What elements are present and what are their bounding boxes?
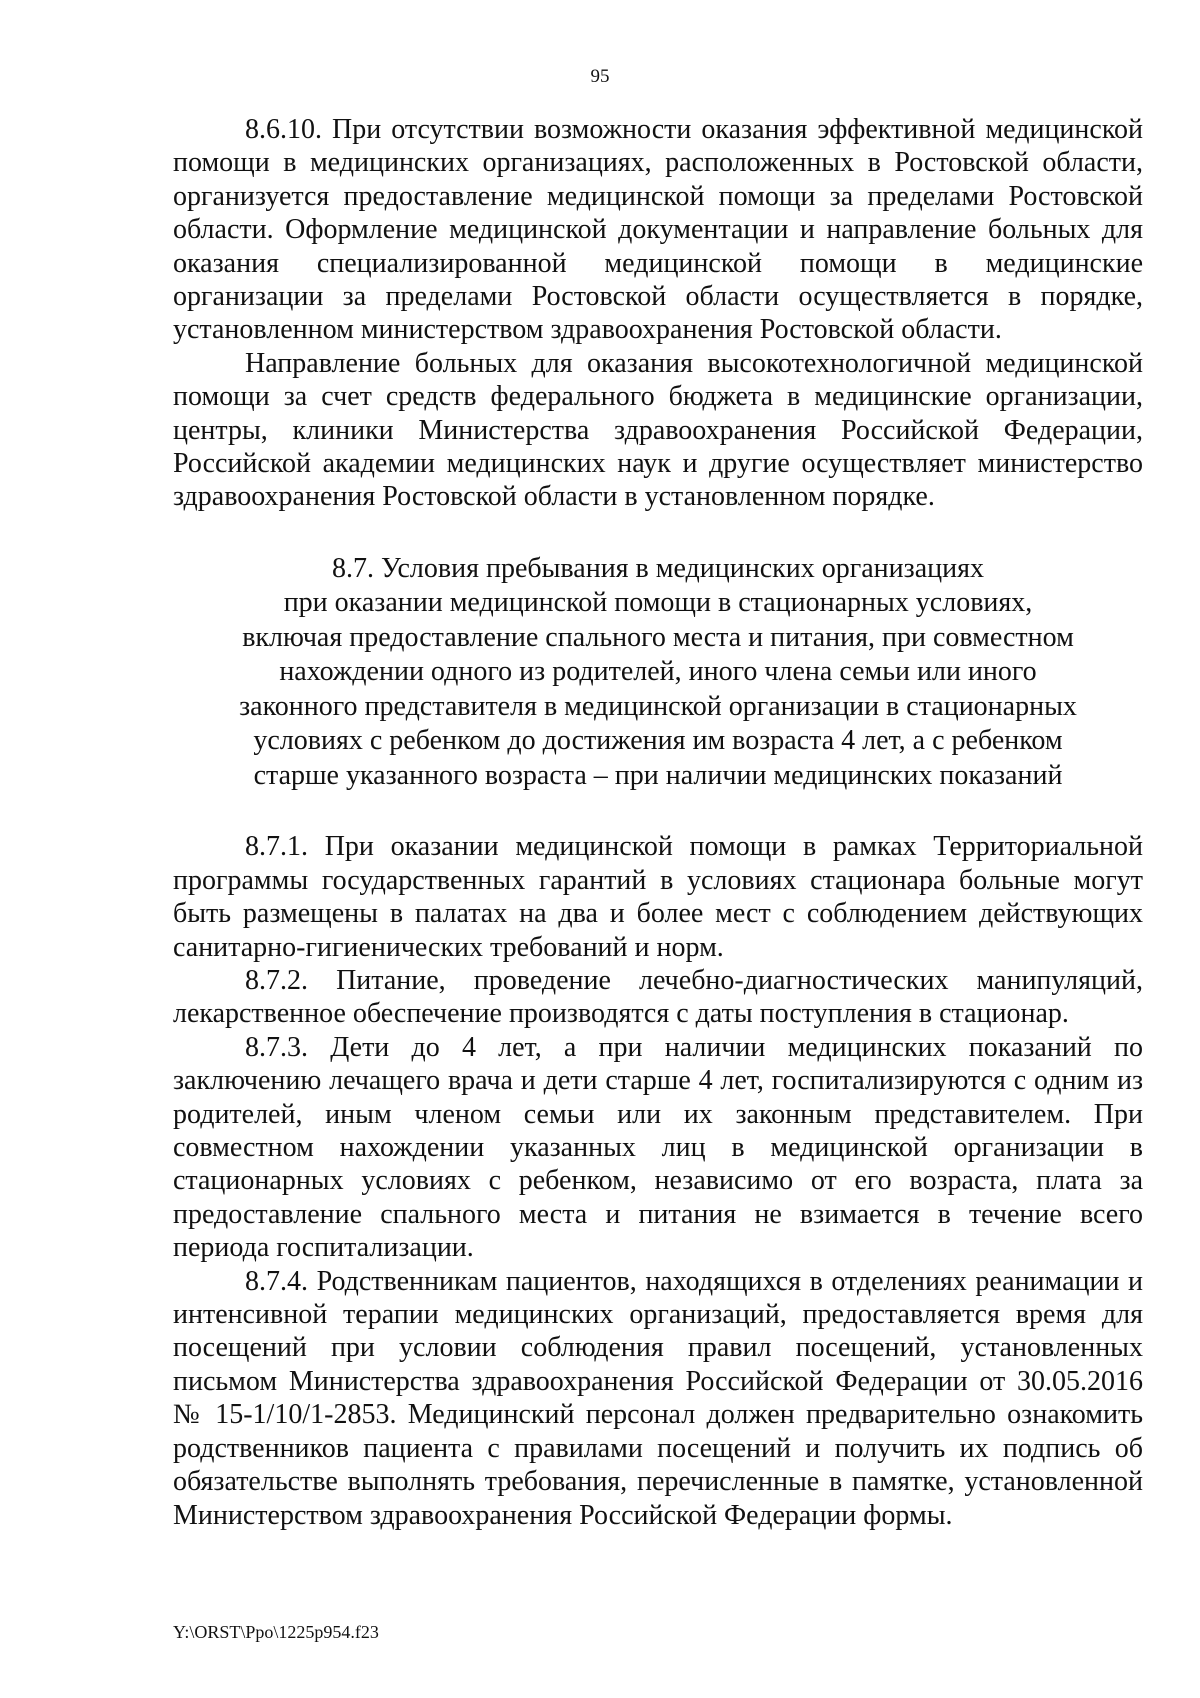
- page-number: 95: [590, 66, 610, 87]
- paragraph-8-7-2: 8.7.2. Питание, проведение лечебно-диагностических манипуляций, лекарственное обеспечение производятся с даты поступления в стационар.: [173, 965, 1143, 1030]
- paragraph-8-7-1: 8.7.1. При оказании медицинской помощи в рамках Территориальной программы государственных гарантий в условиях стационара больные могут быть размещены в палатах на два и более мест с соблюдением действующих санитарно-гигиенических требований и норм.: [173, 831, 1143, 963]
- heading-line: включая предоставление спального места и питания, при совместном: [242, 621, 1074, 653]
- heading-line: условиях с ребенком до достижения им возраста 4 лет, а с ребенком: [253, 725, 1063, 757]
- document-body: [173, 113, 1143, 1532]
- section-heading-8-7: [173, 552, 1143, 794]
- paragraph-high-tech-referral: Направление больных для оказания высокотехнологичной медицинской помощи за счет средств федерального бюджета в медицинские организации, центры, клиники Министерства здравоохранения Российской Федерации, Российской академии медицинских наук и другие осуществляет министерство здравоохранения Ростовской области в установленном порядке.: [173, 347, 1143, 513]
- heading-line: при оказании медицинской помощи в стационарных условиях,: [283, 587, 1033, 619]
- paragraph-8-7-4: 8.7.4. Родственникам пациентов, находящихся в отделениях реанимации и интенсивной терапии медицинских организаций, предоставляется время для посещений при условии соблюдения правил посещений, установленных письмом Министерства здравоохранения Российской Федерации от 30.05.2016 № 15-1/10/1-2853. Медицинский персонал должен предварительно ознакомить родственников пациента с правилами посещений и получить их подпись об обязательстве выполнять требования, перечисленные в памятке, установленной Министерством здравоохранения Российской Федерации формы.: [173, 1265, 1143, 1531]
- paragraph-8-6-10: 8.6.10. При отсутствии возможности оказания эффективной медицинской помощи в медицинских организациях, расположенных в Ростовской области, организуется предоставление медицинской помощи за пределами Ростовской области. Оформление медицинской документации и направление больных для оказания специализированной медицинской помощи в медицинские организации за пределами Ростовской области осуществляется в порядке, установленном министерством здравоохранения Ростовской области.: [173, 114, 1143, 346]
- heading-line: законного представителя в медицинской организации в стационарных: [239, 690, 1077, 722]
- footer-file-path: Y:\ORST\Ppo\1225p954.f23: [173, 1622, 379, 1642]
- heading-line: старше указанного возраста – при наличии медицинских показаний: [253, 759, 1063, 791]
- paragraph-8-7-3: 8.7.3. Дети до 4 лет, а при наличии медицинских показаний по заключению лечащего врача и дети старше 4 лет, госпитализируются с одним из родителей, иным членом семьи или их законным представителем. При совместном нахождении указанных лиц в медицинской организации в стационарных условиях с ребенком, независимо от его возраста, плата за предоставление спального места и питания не взимается в течение всего периода госпитализации.: [173, 1031, 1143, 1264]
- heading-line: нахождении одного из родителей, иного члена семьи или иного: [279, 656, 1037, 688]
- heading-line: 8.7. Условия пребывания в медицинских организациях: [332, 552, 984, 584]
